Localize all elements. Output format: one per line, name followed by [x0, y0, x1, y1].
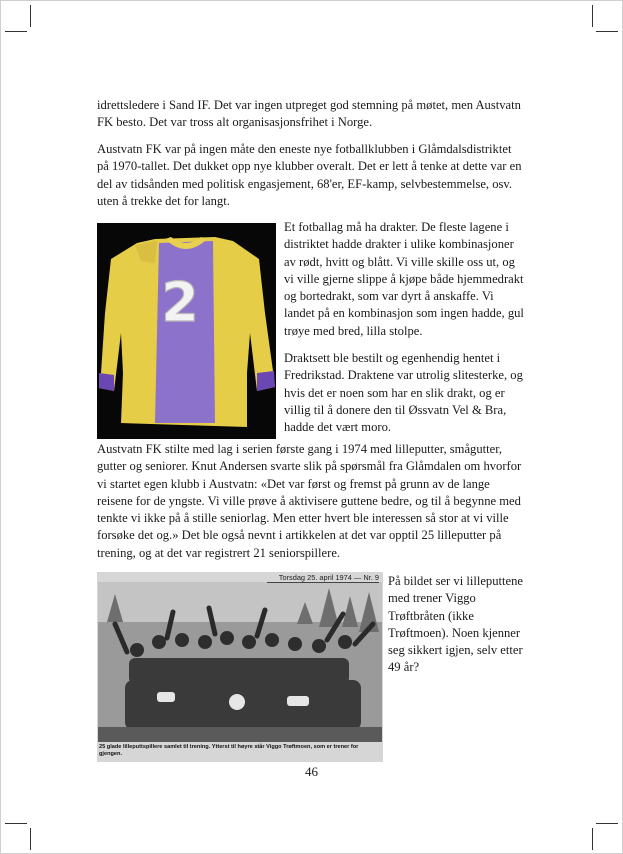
newspaper-header: Torsdag 25. april 1974 — Nr. 9	[267, 573, 379, 583]
crop-mark-bottom-left	[30, 828, 31, 850]
paragraph-serie: Austvatn FK stilte med lag i serien første gang i 1974 med lilleputter, smågutter, gutter og seniorer. Knut Andersen svarte slik på spørsmål fra Glåmdalen om hvorfor vi startet egen klubb i Austvatn: «Det var først og fremst på grunn av de lange reisene for de yngste. Vi ville prøve å aktivisere guttene bedre, og til å begynne med tenkte vi ikke på å stille seniorlag. Men etter hvert ble interessen så stor at vi ville forsøke det og.» Det ble også nevnt i artikkelen at det var opptil 25 lilleputter på trening, og at det var registrert 21 seniorspillere.	[97, 442, 522, 560]
crop-mark-bottom-right-h	[596, 823, 618, 824]
crop-mark-top-left-h	[5, 31, 27, 32]
crop-mark-top-right-h	[596, 31, 618, 32]
crop-mark-top-right	[592, 5, 593, 27]
newspaper-caption: 25 glade lilleputtspillere samlet til trening. Ytterst til høyre står Viggo Trøftmoen, som er trener for gjengen.	[99, 744, 359, 757]
page-number: 46	[305, 764, 318, 779]
paragraph-drakter: Et fotballag må ha drakter. De fleste lagene i distriktet hadde drakter i ulike kombinasjoner av rødt, hvitt og blått. Vi ville skille oss ut, og vi ville gjerne slippe å kjøpe både hjemmedrakt og bortedrakt, som var dyrt å anskaffe. Vi landet på en kombinasjon som ingen hadde, gul trøye med bred, lilla stolpe.	[284, 220, 524, 338]
crop-mark-bottom-left-h	[5, 823, 27, 824]
crop-mark-bottom-right	[592, 828, 593, 850]
jersey-number: 2	[161, 271, 199, 334]
crop-mark-top-left	[30, 5, 31, 27]
newspaper-clipping	[97, 572, 383, 762]
jersey-photo	[97, 223, 276, 439]
paragraph-clubs: Austvatn FK var på ingen måte den eneste nye fotballklubben i Glåmdalsdistriktet på 1970-tallet. Det dukket opp nye klubber overalt. Det er lett å tenke at dette var en del av tidsånden med politisk engasjement, 68'er, EF-kamp, selvbestemmelse, osv. uten å trekke det for langt.	[97, 142, 522, 208]
paragraph-intro: idrettsledere i Sand IF. Det var ingen utpreget god stemning på møtet, men Austvatn FK besto. Det var tross alt organisasjonsfrihet i Norge.	[97, 98, 521, 130]
paragraph-draktsett: Draktsett ble bestilt og egenhendig hentet i Fredrikstad. Draktene var utrolig slitesterke, og hvis det er noen som har en slik drakt, og er villig til å donere den til Øssvatn Vel & Bra, hadde det vært moro.	[284, 351, 523, 435]
paragraph-bildet: På bildet ser vi lilleputtene med trener Viggo Trøftbråten (ikke Trøftmoen). Noen kjenner seg sikkert igjen, selv etter 49 år?	[388, 574, 524, 675]
